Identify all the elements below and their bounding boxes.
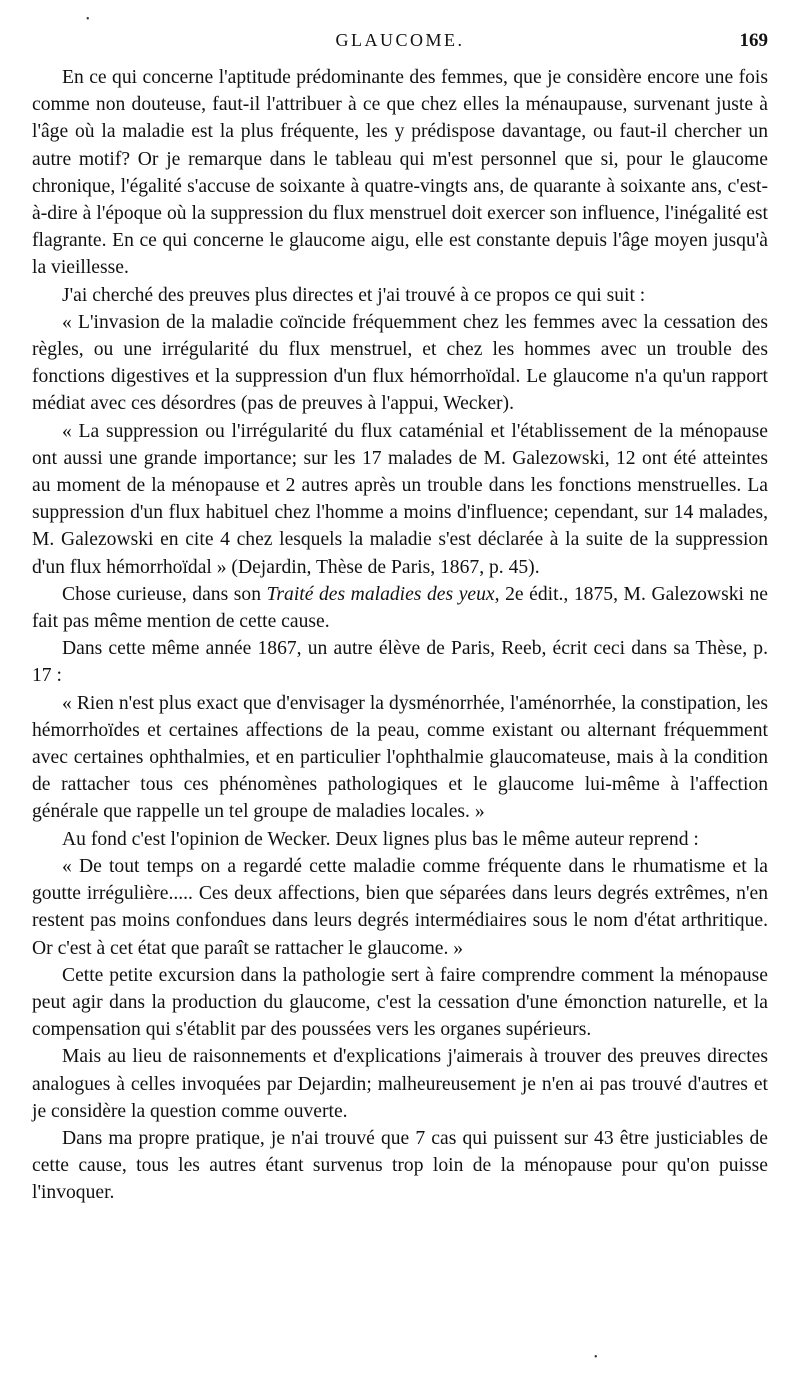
book-title: Traité des maladies des yeux <box>266 583 495 605</box>
paragraph-menopause-aptitude: En ce qui concerne l'aptitude prédominante des femmes, que je considère encore une fois comme non douteuse, faut-il l'attribuer à ce que chez elles la ménaupause, survenant juste à l'âge où la maladie est la plus fréquente, les y prédispose davantage, ou faut-il chercher un autre motif? Or je remarque dans le tableau qui m'est personnel que si, pour le glaucome chronique, l'égalité s'accuse de soixante à quatre-vingts ans, de quarante à soixante ans, c'est-à-dire à l'époque où la suppression du flux menstruel doit exercer son influence, l'inégalité est flagrante. En ce qui concerne le glaucome aigu, elle est constante depuis l'âge moyen jusqu'à la vieillesse. <box>32 67 768 279</box>
paragraph-excursion-pathologie: Cette petite excursion dans la pathologie sert à faire comprendre comment la ménopause peut agir dans la production du glaucome, c'est la cessation d'une émonction naturelle, et la compensation qui s'établit par des poussées vers les organes supérieurs. <box>32 964 768 1041</box>
paragraph-reeb-these: Dans cette même année 1867, un autre élève de Paris, Reeb, écrit ceci dans sa Thèse, p. 17 : <box>32 638 768 687</box>
paragraph-preuves-directes: J'ai cherché des preuves plus directes et j'ai trouvé à ce propos ce qui suit : <box>62 284 646 306</box>
page-header <box>32 30 768 60</box>
running-title: GLAUCOME. <box>335 30 465 50</box>
quote-dejardin: « La suppression ou l'irrégularité du flux cataménial et l'établissement de la ménopause ont aussi une grande importance; sur les 17 malades de M. Galezowski, 12 ont été atteintes au moment de la ménopause et 2 autres après un trouble dans les fonctions menstruelles. La suppression d'un flux habituel chez l'homme a moins d'influence; cependant, sur 14 malades, M. Galezowski en cite 4 chez lesquels la maladie s'est déclarée à la suite de la suppression d'un flux hémorrhoïdal » (Dejardin, Thèse de Paris, 1867, p. 45). <box>32 420 768 578</box>
page-body <box>32 64 768 1207</box>
paragraph-opinion-wecker: Au fond c'est l'opinion de Wecker. Deux lignes plus bas le même auteur reprend : <box>62 828 699 850</box>
paragraph-propre-pratique: Dans ma propre pratique, je n'ai trouvé que 7 cas qui puissent sur 43 être justiciables de cette cause, tous les autres étant survenus trop loin de la ménopause pour qu'on puisse l'invoquer. <box>32 1127 768 1204</box>
text-segment: Chose curieuse, dans son <box>62 583 267 605</box>
paragraph-raisonnements: Mais au lieu de raisonnements et d'explications j'aimerais à trouver des preuves directes analogues à celles invoquées par Dejardin; malheureusement je n'en ai pas trouvé d'autres et je considère la question comme ouverte. <box>32 1046 768 1122</box>
quote-wecker: « L'invasion de la maladie coïncide fréquemment chez les femmes avec la cessation des règles, ou une irrégularité du flux menstruel, et chez les hommes avec un trouble des fonctions digestives et la suppression d'un flux hémorrhoïdal. Le glaucome n'a qu'un rapport médiat avec ces désordres (pas de preuves à l'appui, Wecker). <box>32 311 768 415</box>
page-number: 169 <box>739 30 768 51</box>
text-segment: , 2e édit., 1875, M. Galezowski ne fait pas même mention de cette cause. <box>32 583 769 633</box>
print-speck: • <box>86 14 90 25</box>
quote-rhumatisme: « De tout temps on a regardé cette maladie comme fréquente dans le rhumatisme et la goutte irrégulière..... Ces deux affections, bien que séparées dans leurs degrés extrêmes, n'en restent pas moins confondues dans leurs degrés intermédiaires sous le nom d'état arthritique. Or c'est à cet état que paraît se rattacher le glaucome. » <box>32 855 768 959</box>
paragraph-galezowski-traite <box>32 581 768 635</box>
print-speck: • <box>594 1352 598 1363</box>
quote-reeb: « Rien n'est plus exact que d'envisager la dysménorrhée, l'aménorrhée, la constipation, les hémorrhoïdes et certaines affections de la peau, comme existant ou alternant fréquemment avec certaines ophthalmies, et en particulier l'ophthalmie glaucomateuse, mais à la condition de rattacher tous ces phénomènes pathologiques et le glaucome lui-même à l'affection générale que rappelle un tel groupe de maladies locales. » <box>32 692 768 823</box>
